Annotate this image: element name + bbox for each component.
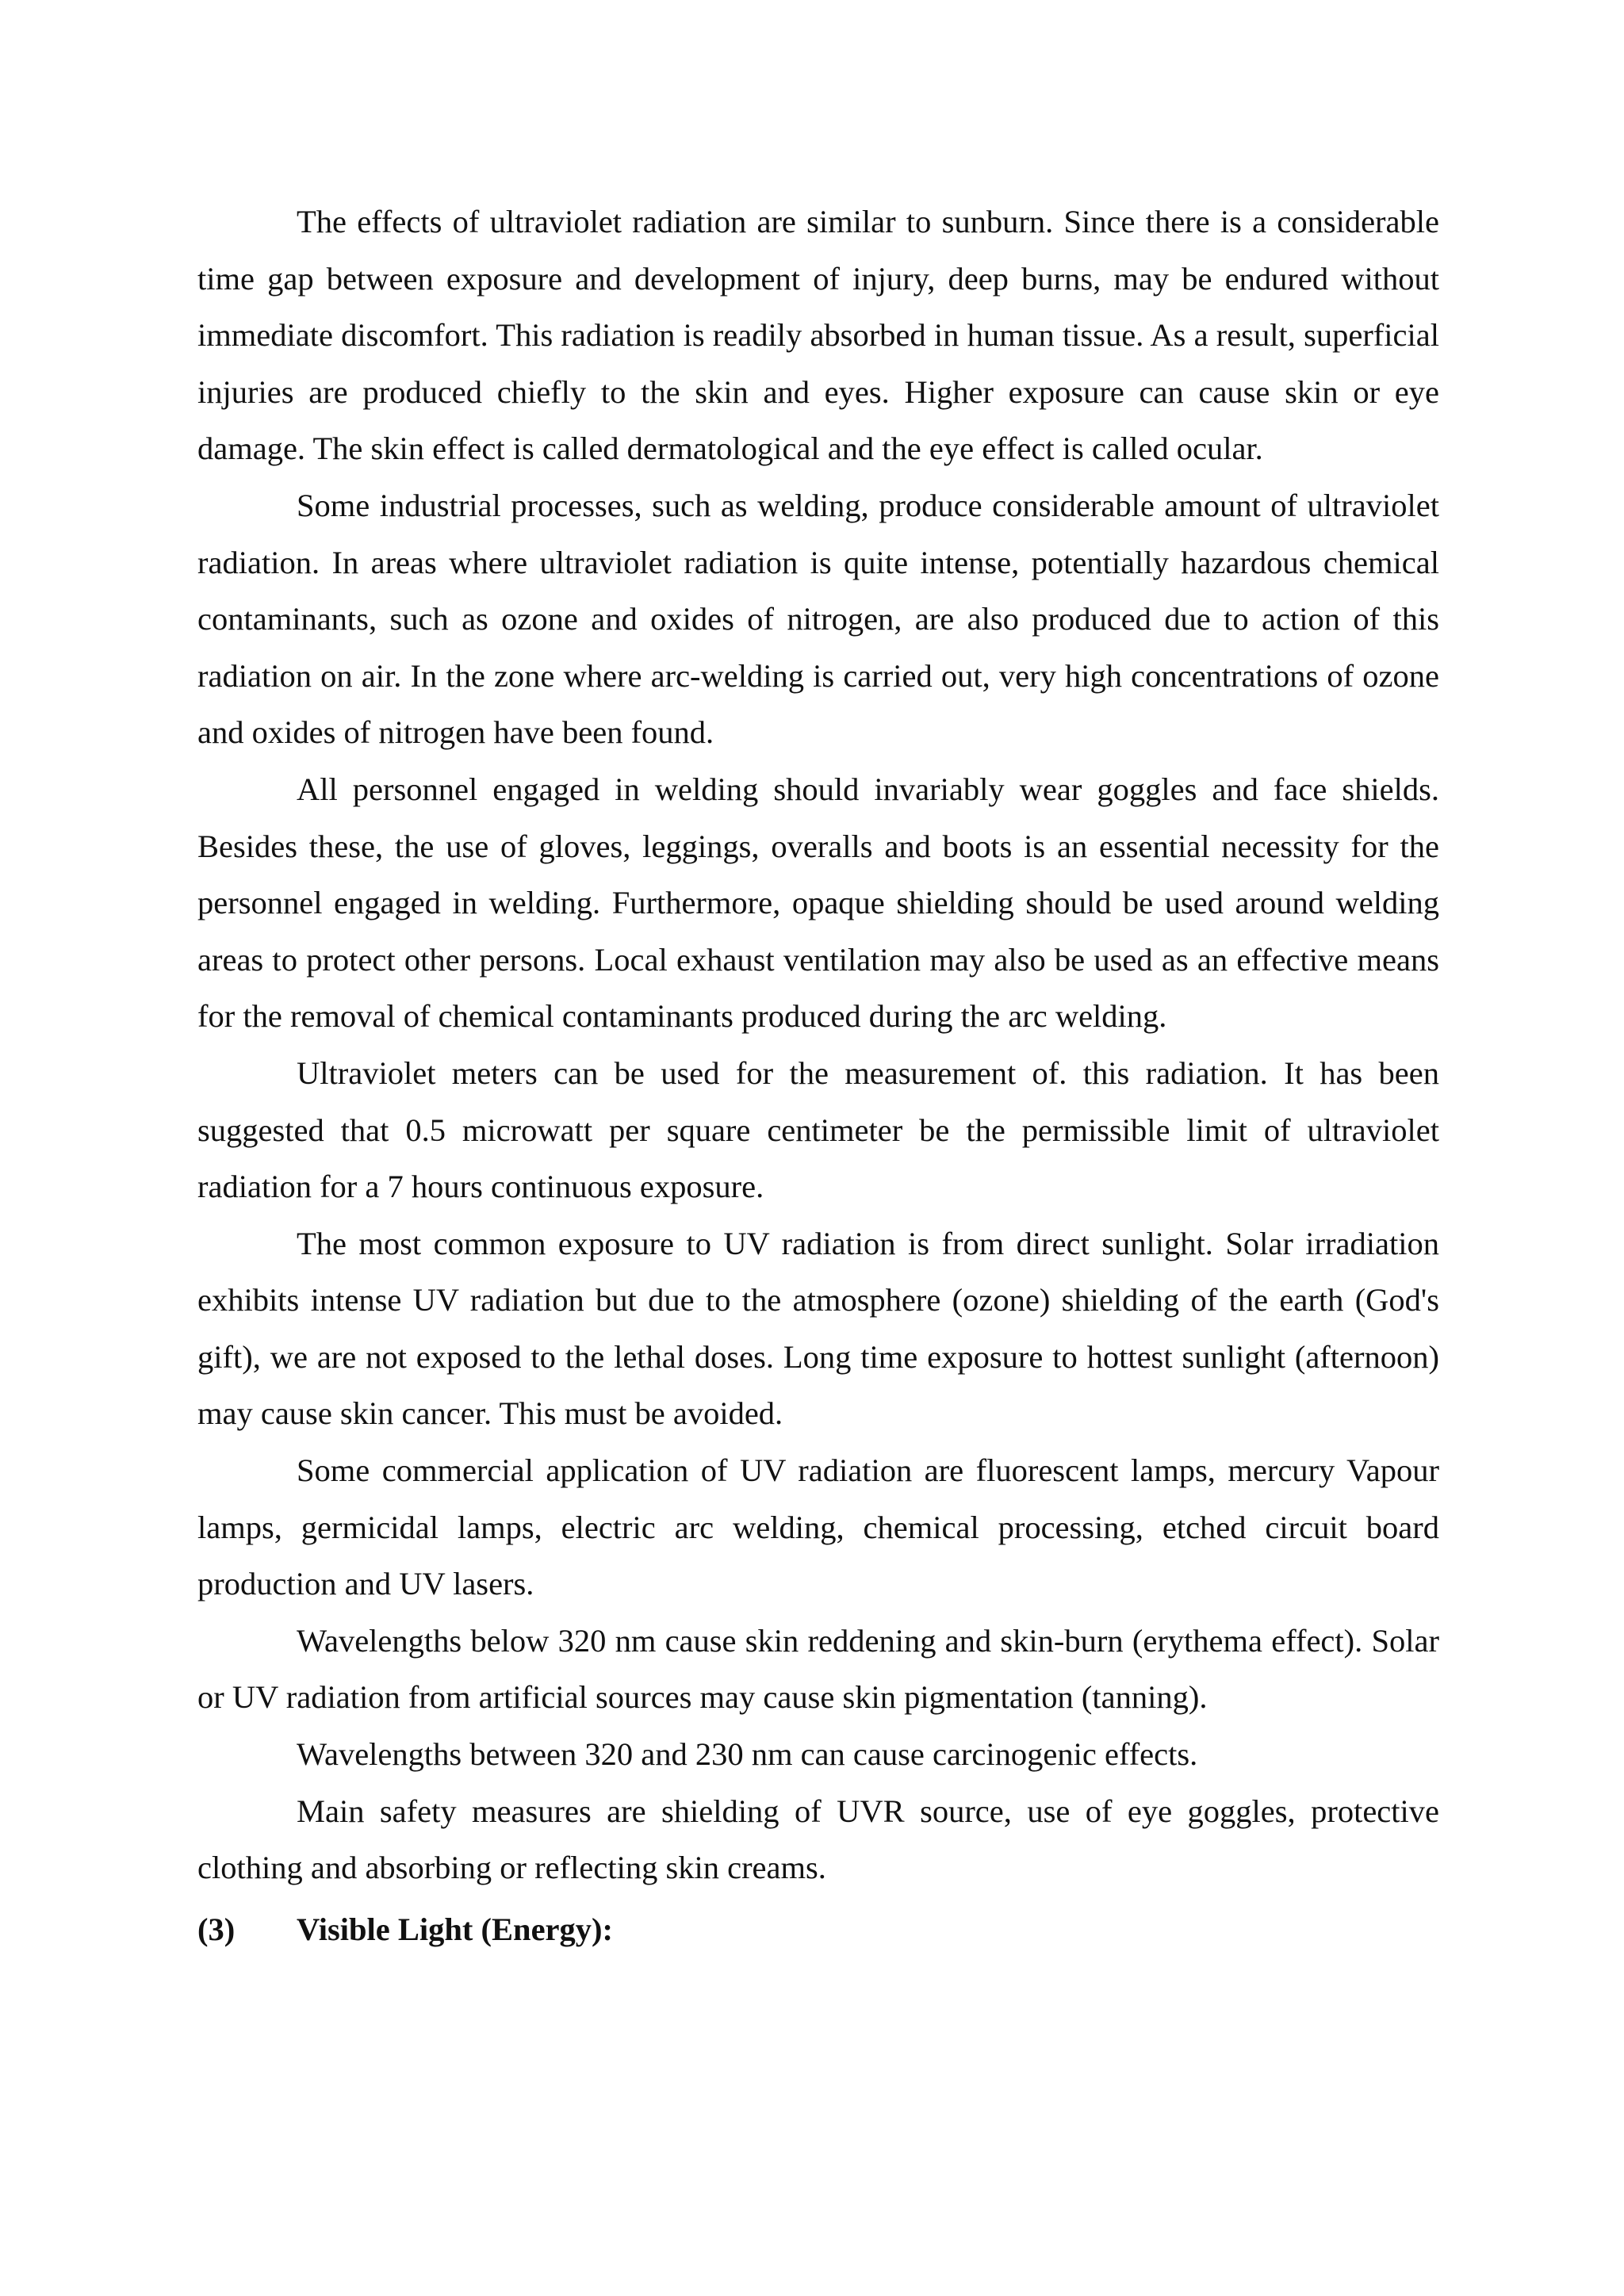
paragraph-uv-effects: The effects of ultraviolet radiation are similar to sunburn. Since there is a considerable time gap between exposure and development of injury, deep burns, may be endured without immediate discomfort. This radiation is readily absorbed in human tissue. As a result, superficial injuries are produced chiefly to the skin and eyes. Higher exposure can cause skin or eye damage. The skin effect is called dermatological and the eye effect is called ocular. xyxy=(197,204,1439,467)
paragraph-wavelengths-320-230: Wavelengths between 320 and 230 nm can cause carcinogenic effects. xyxy=(297,1736,1198,1773)
paragraph-industrial-processes: Some industrial processes, such as welding, produce considerable amount of ultraviolet radiation. In areas where ultraviolet radiation is quite intense, potentially hazardous chemical contaminants, such as ozone and oxides of nitrogen, are also produced due to action of this radiation on air. In the zone where arc-welding is carried out, very high concentrations of ozone and oxides of nitrogen have been found. xyxy=(197,487,1439,751)
page-body xyxy=(197,193,1439,1957)
paragraph-sunlight-exposure: The most common exposure to UV radiation is from direct sunlight. Solar irradiation exhibits intense UV radiation but due to the atmosphere (ozone) shielding of the earth (God's gift), we are not exposed to the lethal doses. Long time exposure to hottest sunlight (afternoon) may cause skin cancer. This must be avoided. xyxy=(197,1225,1439,1432)
paragraph-commercial-applications: Some commercial application of UV radiation are fluorescent lamps, mercury Vapour lamps, germicidal lamps, electric arc welding, chemical processing, etched circuit board production and UV lasers. xyxy=(197,1452,1439,1602)
paragraph-welding-protection: All personnel engaged in welding should invariably wear goggles and face shields. Besides these, the use of gloves, leggings, overalls and boots is an essential necessity for the personnel engaged in welding. Furthermore, opaque shielding should be used around welding areas to protect other persons. Local exhaust ventilation may also be used as an effective means for the removal of chemical contaminants produced during the arc welding. xyxy=(197,771,1439,1035)
section-title: Visible Light (Energy): xyxy=(297,1911,613,1947)
paragraph-wavelengths-below-320: Wavelengths below 320 nm cause skin reddening and skin-burn (erythema effect). Solar or UV radiation from artificial sources may cause skin pigmentation (tanning). xyxy=(197,1622,1439,1716)
section-number: (3) xyxy=(197,1911,236,1947)
section-heading xyxy=(197,1901,1439,1958)
paragraph-safety-measures: Main safety measures are shielding of UVR source, use of eye goggles, protective clothing and absorbing or reflecting skin creams. xyxy=(197,1793,1439,1886)
paragraph-uv-meters: Ultraviolet meters can be used for the measurement of. this radiation. It has been suggested that 0.5 microwatt per square centimeter be the permissible limit of ultraviolet radiation for a 7 hours continuous exposure. xyxy=(197,1054,1439,1205)
